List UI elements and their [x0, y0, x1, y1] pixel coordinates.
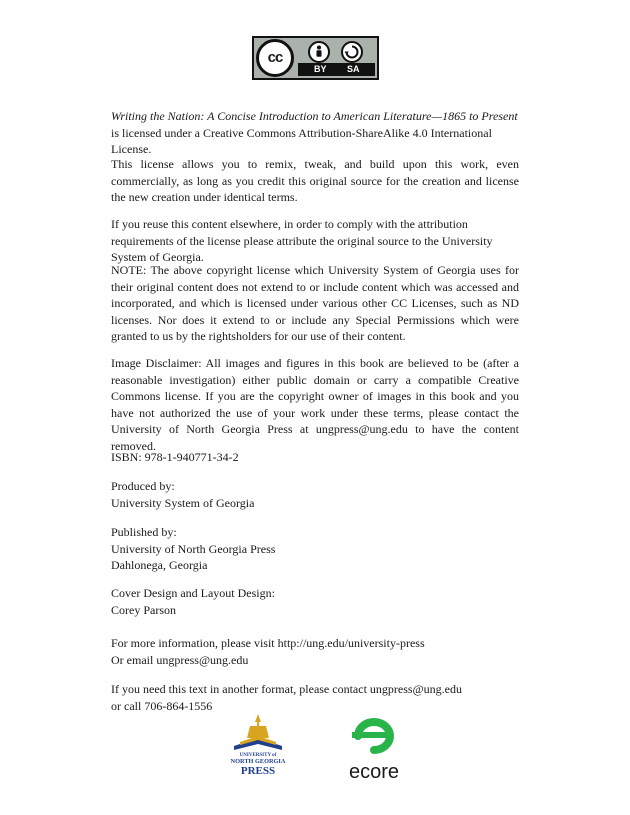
more-info	[111, 635, 519, 668]
share-alike-icon	[341, 41, 363, 63]
attribution-icon	[308, 41, 330, 63]
license-text: is licensed under a Creative Commons Attribution-ShareAlike 4.0 International License.	[111, 125, 492, 156]
ung-line-2: NORTH GEORGIA	[230, 758, 286, 765]
design-credit	[111, 585, 519, 618]
email-line[interactable]: Or email ungpress@ung.edu	[111, 652, 249, 667]
more-info-line[interactable]: For more information, please visit http://ung.edu/university-press	[111, 636, 425, 650]
ecore-logo	[338, 714, 410, 782]
image-disclaimer: Image Disclaimer: All images and figures in this book are believed to be (after a reasonable investigation) either public domain or carry a compatible Creative Commons license. If you are the copyright owner of images in this book and you have not authorized the use of your work under these terms, please contact the University of North Georgia Press at ungpress@ung.edu to have the content removed.	[111, 356, 519, 453]
remix-paragraph: This license allows you to remix, tweak, and build upon this work, even commercially, as long as you credit this original source for the creation and license the new creation under identical terms.	[111, 157, 519, 204]
sa-label: SA	[347, 64, 360, 74]
produced-value: University System of Georgia	[111, 495, 255, 510]
ung-line-1: UNIVERSITY of	[239, 753, 277, 758]
produced-by	[111, 478, 519, 511]
by-label: BY	[314, 64, 327, 74]
ecore-wordmark: ecore	[348, 761, 400, 782]
ung-press-logo	[228, 712, 288, 780]
phone-line: or call 706-864-1556	[111, 698, 213, 713]
design-label: Cover Design and Layout Design:	[111, 586, 275, 600]
license-bar	[298, 63, 375, 76]
cc-by-sa-badge[interactable]	[252, 36, 379, 80]
alt-format	[111, 681, 519, 714]
published-label: Published by:	[111, 525, 177, 539]
publisher-name: University of North Georgia Press	[111, 541, 276, 556]
cc-icon: cc	[256, 39, 294, 77]
ung-line-3: PRESS	[240, 765, 276, 777]
designer-name: Corey Parson	[111, 602, 176, 617]
book-title: Writing the Nation: A Concise Introduction to American Literature—1865 to Present	[111, 109, 518, 123]
alt-format-line[interactable]: If you need this text in another format, please contact ungpress@ung.edu	[111, 682, 462, 696]
isbn: ISBN: 978-1-940771-34-2	[111, 450, 239, 464]
note-paragraph: NOTE: The above copyright license which University System of Georgia uses for their original content does not extend to or include content which was accessed and incorporated, and which is licensed under various other CC Licenses, such as ND licenses. Nor does it extend to or include any Special Permissions which were granted to us by the rightsholders for our use of their content.	[111, 263, 519, 343]
publisher-location: Dahlonega, Georgia	[111, 558, 208, 572]
produced-label: Produced by:	[111, 479, 175, 493]
reuse-paragraph: If you reuse this content elsewhere, in order to comply with the attribution requirements of the license please attribute the original source to the University System of Georgia.	[111, 217, 493, 264]
license-statement	[111, 108, 519, 158]
published-by	[111, 524, 519, 574]
